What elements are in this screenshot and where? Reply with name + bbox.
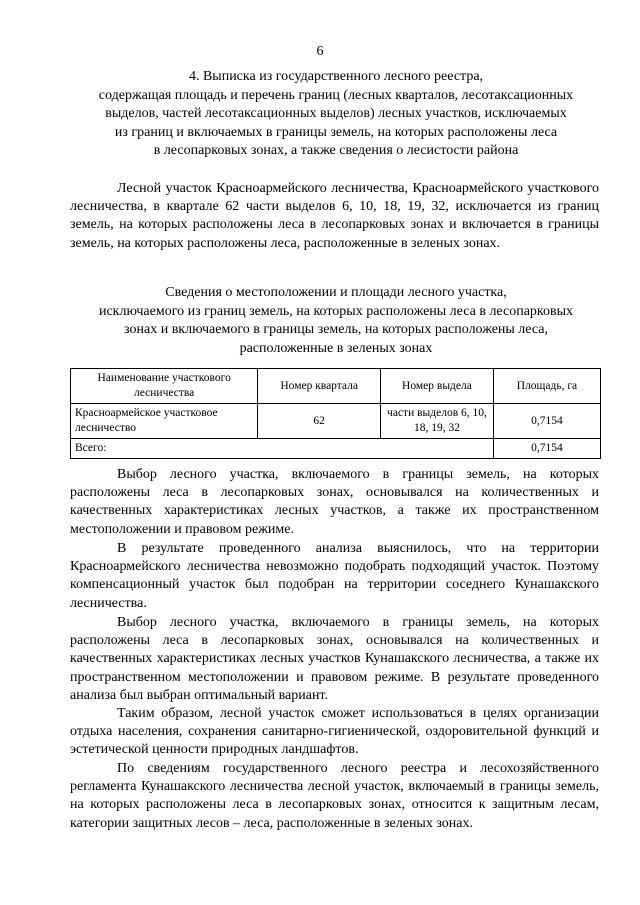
table-header-row xyxy=(71,369,601,404)
section-heading xyxy=(70,68,602,161)
heading-line: 4. Выписка из государственного лесного реестра, xyxy=(188,69,484,84)
table-title-line: исключаемого из границ земель, на которых расположены леса в лесопарковых xyxy=(98,303,574,319)
header-allotment: Номер выдела xyxy=(381,369,494,404)
header-area: Площадь, га xyxy=(493,369,600,404)
cell-area: 0,7154 xyxy=(493,404,600,439)
paragraph-kunashak-selection: Выбор лесного участка, включаемого в границы земель, на которых расположены леса в лесопарковых зонах, основывался на количественных и качественных характеристиках лесных участков Кунашакского лесничества, а также их пространственном местоположении и правовом режиме. В результате проведенного анализа был выбран оптимальный вариант. xyxy=(70,615,599,703)
cell-quarter: 62 xyxy=(258,404,381,439)
intro-paragraph: Лесной участок Красноармейского лесничества, Красноармейского участкового лесничества, в квартале 62 части выделов 6, 10, 18, 19, 32, исключается из границ земель, на которых расположены леса в лесопарковых зонах и включается в границы земель, на которых расположены леса, расположенные в зеленых зонах. xyxy=(70,181,599,251)
heading-line: из границ и включаемых в границы земель, на которых расположены леса xyxy=(114,124,558,140)
forest-plot-table xyxy=(70,368,601,459)
paragraph-selection-criteria: Выбор лесного участка, включаемого в границы земель, на которых расположены леса в лесопарковых зонах, основывался на количественных и качественных характеристиках лесных участков, а также их пространственном местоположении и правовом режиме. xyxy=(70,467,599,537)
table-row xyxy=(71,404,601,439)
table-title xyxy=(70,284,602,358)
header-quarter: Номер квартала xyxy=(258,369,381,404)
paragraph-purpose: Таким образом, лесной участок сможет использоваться в целях организации отдыха населения, сохранения санитарно-гигиенической, оздоровительной функций и эстетической ценности природных ландшафтов. xyxy=(70,706,599,758)
total-area: 0,7154 xyxy=(493,439,600,459)
heading-line: в лесопарковых зонах, а также сведения о лесистости района xyxy=(153,143,519,159)
table-title-line: расположенные в зеленых зонах xyxy=(239,340,433,356)
cell-name: Красноармейское участковое лесничество xyxy=(71,404,258,439)
cell-allotment: части выделов 6, 10, 18, 19, 32 xyxy=(381,404,494,439)
table-title-line: зонах и включаемого в границы земель, на которых расположены леса, xyxy=(124,322,548,337)
paragraph-analysis-result: В результате проведенного анализа выяснилось, что на территории Красноармейского лесничества невозможно подобрать подходящий участок. Поэтому компенсационный участок был подобран на территории соседнего Кунашакского лесничества. xyxy=(70,541,599,611)
heading-line: содержащая площадь и перечень границ (лесных кварталов, лесотаксационных xyxy=(98,87,574,103)
table-title-line: Сведения о местоположении и площади лесного участка, xyxy=(165,285,507,300)
header-name: Наименование участкового лесничества xyxy=(71,369,258,404)
total-label: Всего: xyxy=(71,439,494,459)
page-number: 6 xyxy=(316,44,324,59)
paragraph-registry-info: По сведениям государственного лесного реестра и лесохозяйственного регламента Кунашакского лесничества лесной участок, включаемый в границы земель, на которых расположены леса в лесопарковых зонах, относится к защитным лесам, категории защитных лесов – леса, расположенные в зеленых зонах. xyxy=(70,761,599,831)
table-total-row xyxy=(71,439,601,459)
heading-line: выделов, частей лесотаксационных выделов) лесных участков, исключаемых xyxy=(105,106,567,122)
